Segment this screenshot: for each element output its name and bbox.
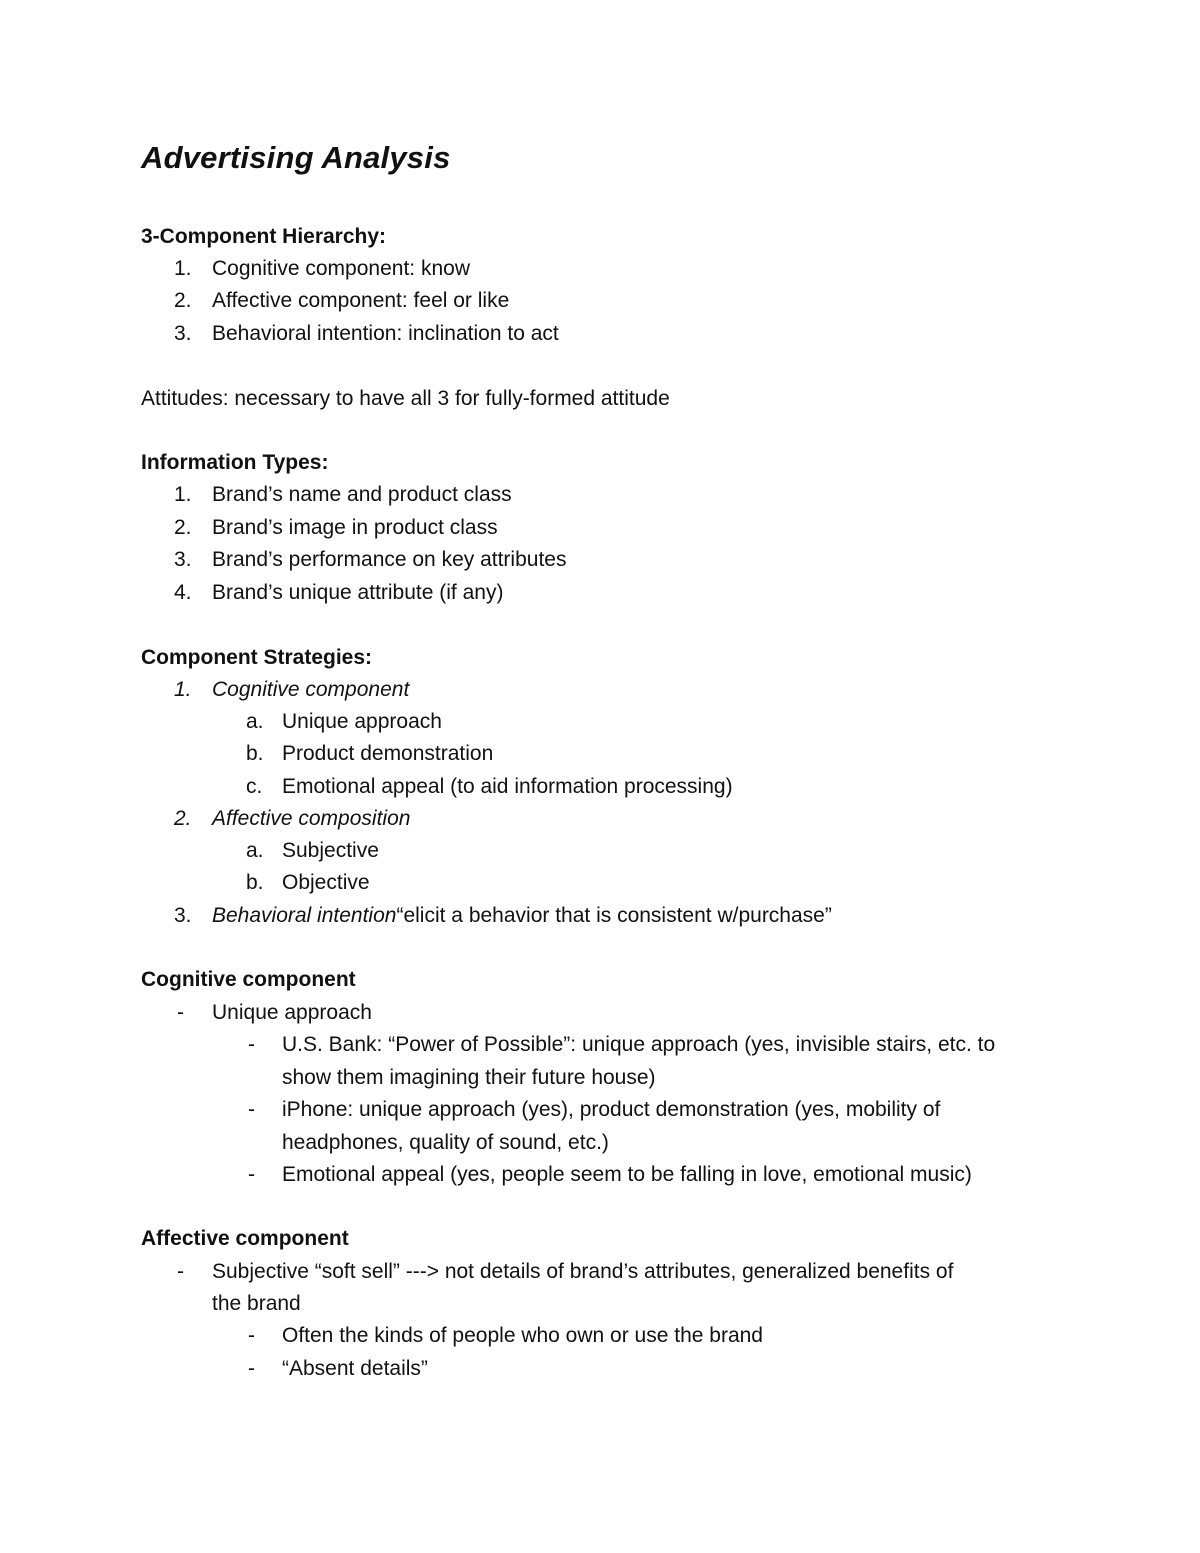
dash-marker: - [248, 1357, 255, 1380]
list-item-line: the brand [212, 1292, 301, 1315]
sub-item: Product demonstration [282, 742, 494, 765]
dash-marker: - [248, 1324, 255, 1347]
sub-item: Often the kinds of people who own or use the brand [282, 1324, 763, 1347]
dash-marker: - [248, 1033, 255, 1056]
strategies-heading: Component Strategies: [141, 646, 373, 669]
sub-item: Emotional appeal (to aid information processing) [282, 775, 733, 798]
list-marker: 2. [174, 807, 192, 830]
list-item: Brand’s name and product class [212, 483, 512, 506]
info-types-heading: Information Types: [141, 451, 329, 474]
sub-item-line: Emotional appeal (yes, people seem to be falling in love, emotional music) [282, 1163, 972, 1186]
sub-marker: a. [246, 710, 264, 733]
list-item: Brand’s unique attribute (if any) [212, 581, 504, 604]
dash-marker: - [248, 1098, 255, 1121]
sub-item: Subjective [282, 839, 379, 862]
sub-marker: a. [246, 839, 264, 862]
sub-item: Unique approach [282, 710, 442, 733]
list-item: Affective component: feel or like [212, 289, 510, 312]
sub-item-line: show them imagining their future house) [282, 1066, 656, 1089]
page-title: Advertising Analysis [141, 140, 451, 175]
sub-item-line: headphones, quality of sound, etc.) [282, 1131, 609, 1154]
list-item-line: Subjective “soft sell” ---> not details of brand’s attributes, generalized benefits of [212, 1260, 954, 1283]
sub-item: “Absent details” [282, 1357, 428, 1380]
list-item: Cognitive component [212, 678, 410, 701]
list-marker: 4. [174, 581, 192, 604]
sub-marker: c. [246, 775, 263, 798]
list-marker: 1. [174, 483, 192, 506]
sub-marker: b. [246, 871, 264, 894]
list-marker: 3. [174, 904, 192, 927]
list-marker: 3. [174, 548, 192, 571]
list-marker: 3. [174, 322, 192, 345]
dash-marker: - [248, 1163, 255, 1186]
dash-marker: - [177, 1001, 184, 1024]
dash-marker: - [177, 1260, 184, 1283]
list-item: Unique approach [212, 1001, 372, 1024]
list-marker: 1. [174, 257, 192, 280]
sub-marker: b. [246, 742, 264, 765]
sub-item-line: iPhone: unique approach (yes), product demonstration (yes, mobility of [282, 1098, 941, 1121]
hierarchy-heading: 3-Component Hierarchy: [141, 225, 387, 248]
list-item: Behavioral intention: inclination to act [212, 322, 559, 345]
list-marker: 1. [174, 678, 192, 701]
list-item: Brand’s image in product class [212, 516, 498, 539]
sub-item: Objective [282, 871, 370, 894]
list-marker: 2. [174, 289, 192, 312]
list-item: Brand’s performance on key attributes [212, 548, 567, 571]
list-item: Cognitive component: know [212, 257, 470, 280]
list-item [212, 902, 832, 930]
list-marker: 2. [174, 516, 192, 539]
cognitive-heading: Cognitive component [141, 968, 356, 991]
behavioral-label: Behavioral intention [212, 904, 397, 927]
behavioral-text: “elicit a behavior that is consistent w/purchase” [396, 904, 832, 927]
sub-item-line: U.S. Bank: “Power of Possible”: unique approach (yes, invisible stairs, etc. to [282, 1033, 996, 1056]
list-item: Affective composition [212, 807, 411, 830]
attitudes-text: Attitudes: necessary to have all 3 for fully-formed attitude [141, 387, 670, 410]
affective-heading: Affective component [141, 1227, 349, 1250]
